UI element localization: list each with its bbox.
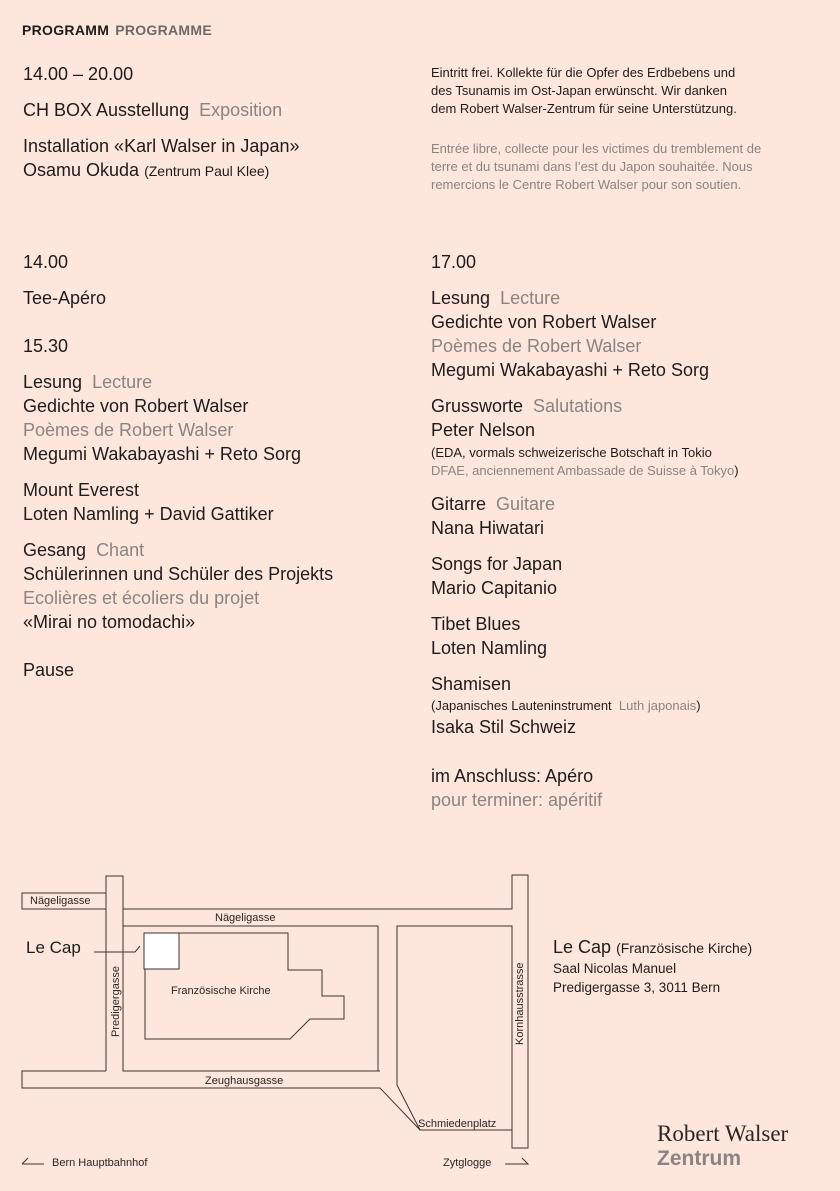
time-1400: 14.00: [23, 252, 69, 272]
tibet-block: [431, 612, 547, 660]
readers: Megumi Wakabayashi + Reto Sorg: [23, 444, 301, 464]
everest-block: [23, 478, 274, 526]
location-map: [0, 860, 540, 1180]
songs-person: Mario Capitanio: [431, 578, 558, 598]
info-de-line: des Tsunamis im Ost-Japan erwünscht. Wir danken: [431, 83, 727, 98]
robert-walser-zentrum-logo: [657, 1121, 788, 1171]
info-de-line: dem Robert Walser-Zentrum für seine Unterstützung.: [431, 101, 737, 116]
reading-fr: Lecture: [500, 288, 561, 308]
arrow-bahnhof: [22, 1158, 44, 1164]
song-heading: [23, 538, 333, 562]
after-de: im Anschluss: Apéro: [431, 766, 594, 786]
songs-title: Songs for Japan: [431, 554, 563, 574]
readers: Megumi Wakabayashi + Reto Sorg: [431, 360, 709, 380]
info-fr-line: terre et du tsunami dans l’est du Japon souhaitée. Nous: [431, 159, 753, 174]
guitar-block: [431, 492, 555, 540]
map-label-naegeligasse-left: Nägeligasse: [30, 895, 91, 907]
guitar-de: Gitarre: [431, 494, 487, 514]
shamisen-desc: [431, 697, 701, 715]
greet-affil-fr: DFAE, anciennement Ambassade de Suisse à Tokyo: [431, 463, 735, 478]
venue-hall: Saal Nicolas Manuel: [553, 961, 677, 976]
poems-fr: Poèmes de Robert Walser: [431, 336, 642, 356]
venue-name: Le Cap: [553, 937, 612, 957]
poems-de: Gedichte von Robert Walser: [431, 312, 657, 332]
arrow-zytglogge: [505, 1158, 528, 1164]
map-label-le-cap: Le Cap: [26, 938, 81, 957]
after-block: [431, 764, 602, 812]
reading-block-right: [431, 286, 709, 382]
program-header: [22, 22, 212, 38]
exhibition-title-de: CH BOX Ausstellung: [23, 100, 190, 120]
map-label-kornhausstrasse: Kornhausstrasse: [514, 962, 526, 1045]
poems-fr: Poèmes de Robert Walser: [23, 420, 234, 440]
info-fr-line: remercions le Centre Robert Walser pour son soutien.: [431, 177, 742, 192]
right-block: [397, 926, 512, 1130]
map-label-schmiedenplatz: Schmiedenplatz: [418, 1118, 497, 1130]
paren: ): [696, 698, 701, 713]
exhibition-title-fr: Exposition: [199, 100, 283, 120]
exhibition-time: 14.00 – 20.00: [23, 64, 134, 84]
greet-person: Peter Nelson: [431, 420, 536, 440]
venue-note: (Französische Kirche): [616, 940, 753, 956]
shamisen-desc-de: (Japanisches Lauteninstrument: [431, 698, 612, 713]
reading-heading: [23, 370, 301, 394]
greet-fr: Salutations: [533, 396, 623, 416]
venue-address: [553, 936, 752, 997]
greet-affil-fr-line: [431, 462, 739, 480]
program-title-de: PROGRAMM: [22, 22, 110, 38]
logo-line-2: Zentrum: [657, 1147, 741, 1170]
tibet-title: Tibet Blues: [431, 614, 521, 634]
paren: ): [734, 463, 739, 478]
guitar-person: Nana Hiwatari: [431, 518, 545, 538]
tibet-person: Loten Namling: [431, 638, 548, 658]
song-de: Gesang: [23, 540, 87, 560]
poems-de: Gedichte von Robert Walser: [23, 396, 249, 416]
greetings-heading: [431, 394, 739, 418]
songs-block: [431, 552, 562, 600]
map-label-bahnhof: Bern Hauptbahnhof: [52, 1157, 148, 1169]
pupils-fr: Ecolières et écoliers du projet: [23, 588, 260, 608]
shamisen-person: Isaka Stil Schweiz: [431, 717, 577, 737]
map-label-zeughausgasse: Zeughausgasse: [205, 1075, 284, 1087]
greet-de: Grussworte: [431, 396, 524, 416]
le-cap-marker: [144, 933, 179, 969]
guitar-heading: [431, 492, 555, 516]
reading-de: Lesung: [23, 372, 83, 392]
pause: Pause: [23, 660, 75, 680]
info-fr-line: Entrée libre, collecte pour les victimes du tremblement de: [431, 141, 762, 156]
installation-title: Installation «Karl Walser in Japan»: [23, 136, 300, 156]
tea-apero: Tee-Apéro: [23, 288, 107, 308]
reading-de: Lesung: [431, 288, 491, 308]
greet-affil-de: (EDA, vormals schweizerische Botschaft in Tokio: [431, 445, 712, 460]
time-1530: 15.30: [23, 336, 69, 356]
info-de: [431, 64, 737, 118]
map-label-predigergasse: Predigergasse: [110, 966, 122, 1037]
reading-heading: [431, 286, 709, 310]
guitar-fr: Guitare: [496, 494, 556, 514]
after-fr: pour terminer: apéritif: [431, 790, 603, 810]
map-label-kirche: Französische Kirche: [171, 985, 271, 997]
map-label-naegeligasse-top: Nägeligasse: [215, 912, 276, 924]
artist-name: Osamu Okuda: [23, 160, 140, 180]
time-1700: 17.00: [431, 252, 477, 272]
map-label-zytglogge: Zytglogge: [443, 1157, 492, 1169]
info-fr: [431, 140, 761, 194]
everest-performers: Loten Namling + David Gattiker: [23, 504, 274, 524]
everest-title: Mount Everest: [23, 480, 140, 500]
reading-block-left: [23, 370, 301, 466]
program-title-fr: PROGRAMME: [115, 22, 212, 38]
venue-street: Predigergasse 3, 3011 Bern: [553, 980, 721, 995]
pupils-de: Schülerinnen und Schüler des Projekts: [23, 564, 334, 584]
shamisen-title: Shamisen: [431, 674, 512, 694]
info-de-line: Eintritt frei. Kollekte für die Opfer des Erdbebens und: [431, 65, 736, 80]
venue-name-line: [553, 936, 752, 959]
greetings-block: [431, 394, 739, 480]
song-block: [23, 538, 333, 634]
shamisen-block: [431, 672, 701, 739]
project-name: «Mirai no tomodachi»: [23, 612, 196, 632]
artist-affiliation: (Zentrum Paul Klee): [144, 163, 270, 179]
song-fr: Chant: [96, 540, 145, 560]
reading-fr: Lecture: [92, 372, 153, 392]
le-cap-pointer: [94, 946, 140, 952]
exhibition-title: [23, 98, 282, 122]
installation-artist: [23, 158, 269, 183]
logo-line-1: Robert Walser: [657, 1121, 789, 1146]
shamisen-desc-fr: Luth japonais: [618, 698, 697, 713]
